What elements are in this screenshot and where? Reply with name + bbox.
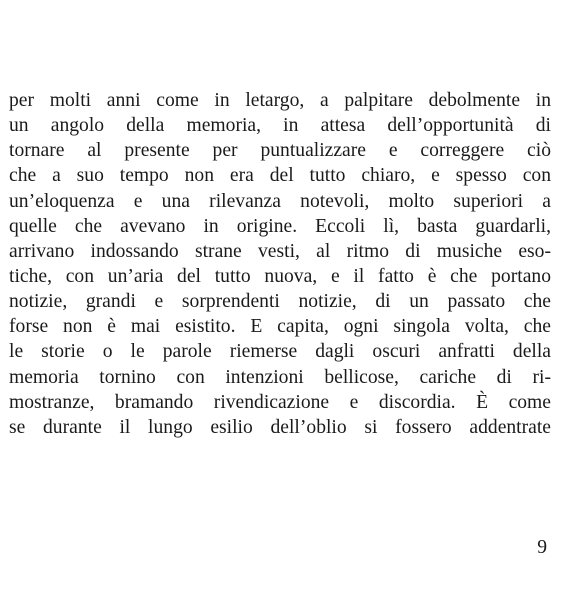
text-line: le storie o le parole riemerse dagli oscuri anfratti della	[9, 341, 551, 363]
text-line: che a suo tempo non era del tutto chiaro, e spesso con	[9, 165, 551, 187]
text-line: forse non è mai esistito. E capita, ogni singola volta, che	[9, 316, 551, 338]
text-line: mostranze, bramando rivendicazione e discordia. È come	[9, 391, 551, 413]
text-line: arrivano indossando strane vesti, al ritmo di musiche eso-	[9, 240, 551, 262]
page-number: 9	[537, 537, 547, 558]
text-line: un’eloquenza e una rilevanza notevoli, molto superiori a	[9, 190, 551, 212]
text-line: memoria tornino con intenzioni bellicose, cariche di ri-	[9, 366, 551, 388]
text-line: per molti anni come in letargo, a palpitare debolmente in	[9, 90, 551, 111]
text-line: un angolo della memoria, in attesa dell’opportunità di	[9, 115, 551, 137]
text-line: tiche, con un’aria del tutto nuova, e il fatto è che portano	[9, 265, 551, 287]
text-line: quelle che avevano in origine. Eccoli lì, basta guardarli,	[9, 215, 551, 237]
text-line: notizie, grandi e sorprendenti notizie, di un passato che	[9, 291, 551, 313]
body-text	[9, 88, 551, 440]
text-line: se durante il lungo esilio dell’oblio si fossero addentrate	[9, 416, 551, 438]
text-line: tornare al presente per puntualizzare e correggere ciò	[9, 140, 551, 162]
